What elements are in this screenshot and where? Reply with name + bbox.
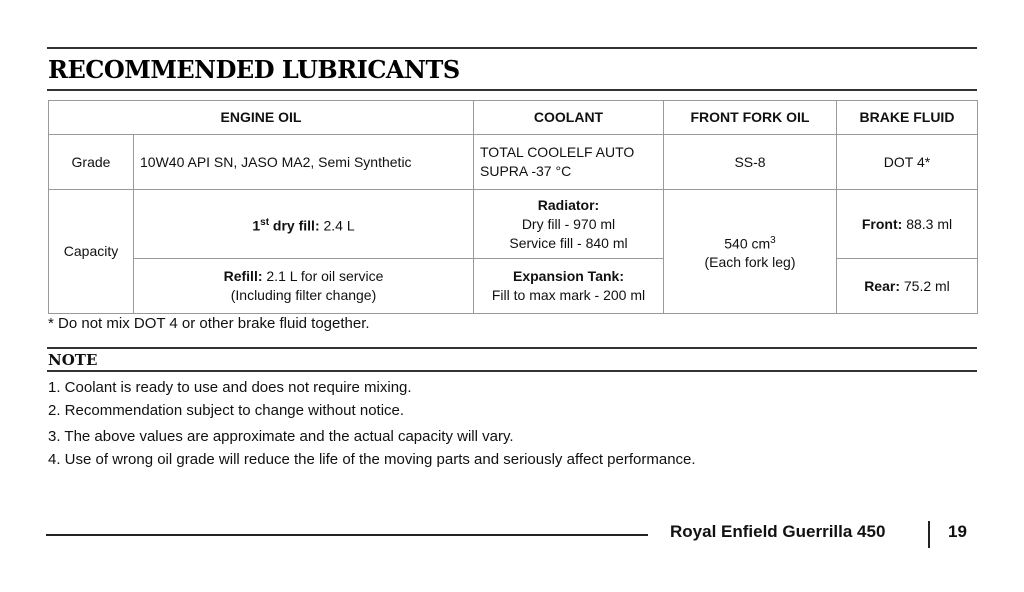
note-top-rule bbox=[47, 347, 977, 349]
table-row-grade bbox=[49, 135, 978, 190]
first-fill-label-sup: st bbox=[260, 216, 270, 228]
first-fill-label-num: 1 bbox=[252, 217, 261, 234]
note-item: 3. The above values are approximate and the actual capacity will vary. bbox=[48, 428, 514, 445]
lubricants-table bbox=[48, 100, 978, 314]
grade-fork-oil: SS-8 bbox=[664, 135, 837, 190]
radiator-dry-fill: Dry fill - 970 ml bbox=[521, 215, 616, 232]
header-engine-oil: ENGINE OIL bbox=[49, 101, 474, 135]
page-title: RECOMMENDED LUBRICANTS bbox=[48, 55, 460, 84]
expansion-tank-label: Expansion Tank: bbox=[513, 268, 624, 284]
fork-oil-value: 540 cm bbox=[724, 235, 771, 252]
notes-list bbox=[48, 376, 696, 471]
capacity-coolant-tank bbox=[474, 259, 664, 314]
table-row-capacity-1 bbox=[49, 190, 978, 259]
capacity-engine-first-fill bbox=[134, 190, 474, 259]
footnote: * Do not mix DOT 4 or other brake fluid together. bbox=[48, 315, 370, 332]
refill-line bbox=[140, 267, 467, 286]
page-number: 19 bbox=[948, 522, 967, 541]
row-label-capacity: Capacity bbox=[49, 190, 134, 314]
brake-front-label: Front: bbox=[861, 215, 903, 232]
note-title: NOTE bbox=[48, 351, 98, 369]
table-row-capacity-2 bbox=[49, 259, 978, 314]
grade-coolant: TOTAL COOLELF AUTO SUPRA -37 °C bbox=[474, 135, 664, 190]
capacity-brake-rear bbox=[837, 259, 978, 314]
fork-oil-sup: 3 bbox=[770, 234, 776, 246]
top-rule bbox=[47, 47, 977, 49]
capacity-fork-oil bbox=[664, 190, 837, 314]
grade-engine-oil: 10W40 API SN, JASO MA2, Semi Synthetic bbox=[134, 135, 474, 190]
footer-rule bbox=[46, 534, 648, 536]
brake-rear-label: Rear: bbox=[864, 277, 900, 294]
table-header-row bbox=[49, 101, 978, 135]
refill-value: 2.1 L for oil service bbox=[262, 268, 384, 284]
brake-rear-value: 75.2 ml bbox=[899, 277, 950, 294]
fork-oil-note: (Each fork leg) bbox=[704, 254, 796, 271]
first-fill-label-rest: dry fill: bbox=[269, 217, 320, 234]
radiator-label: Radiator: bbox=[537, 196, 600, 213]
note-item: 2. Recommendation subject to change without notice. bbox=[48, 402, 405, 419]
brake-front-value: 88.3 ml bbox=[902, 215, 953, 232]
grade-brake-fluid: DOT 4* bbox=[837, 135, 978, 190]
header-coolant: COOLANT bbox=[474, 101, 664, 135]
note-item: 4. Use of wrong oil grade will reduce the life of the moving parts and seriously affect performance. bbox=[48, 451, 696, 468]
note-item: 1. Coolant is ready to use and does not require mixing. bbox=[48, 379, 412, 396]
row-label-grade: Grade bbox=[49, 135, 134, 190]
fork-oil-value-line bbox=[670, 231, 830, 254]
header-front-fork-oil: FRONT FORK OIL bbox=[664, 101, 837, 135]
footer-title: Royal Enfield Guerrilla 450 bbox=[670, 522, 886, 541]
first-fill-value: 2.4 L bbox=[319, 217, 355, 234]
header-brake-fluid: BRAKE FLUID bbox=[837, 101, 978, 135]
capacity-engine-refill bbox=[134, 259, 474, 314]
expansion-tank-value: Fill to max mark - 200 ml bbox=[491, 287, 646, 303]
radiator-service-fill: Service fill - 840 ml bbox=[509, 234, 628, 251]
capacity-brake-front bbox=[837, 190, 978, 259]
note-underline bbox=[47, 370, 977, 372]
capacity-coolant-radiator bbox=[474, 190, 664, 259]
footer-separator bbox=[928, 521, 930, 548]
title-underline bbox=[47, 89, 977, 91]
refill-label: Refill: bbox=[223, 268, 263, 284]
refill-note: (Including filter change) bbox=[230, 287, 377, 303]
